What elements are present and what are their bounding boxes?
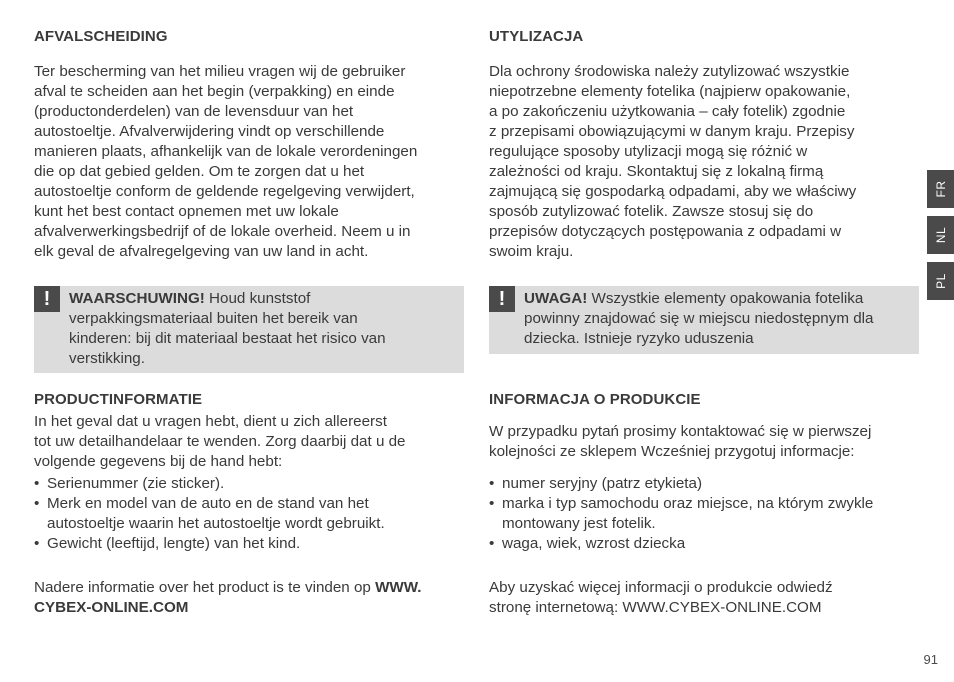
list-item: • marka i typ samochodu oraz miejsce, na którym zwykle montowany jest fotelik. (489, 494, 921, 534)
bullet-list (489, 474, 921, 554)
website-link[interactable]: WWW. (375, 579, 422, 596)
lang-tab-nl[interactable] (927, 216, 954, 254)
footer-text: Nadere informatie over het product is te vinden op (34, 579, 376, 596)
section-heading-informacja: INFORMACJA O PRODUKCIE (489, 391, 701, 408)
list-item: • Serienummer (zie sticker). (34, 474, 466, 494)
section-heading-utylizacja: UTYLIZACJA (489, 28, 584, 45)
warning-body: Houd kunststof verpakkingsmateriaal buiten het bereik van kinderen: bij dit materiaal bestaat het risico van verstikking. (69, 290, 386, 367)
productinformatie-paragraph: In het geval dat u vragen hebt, dient u zich allereerst tot uw detailhandelaar te wenden. Zorg daarbij dat u de volgende gegevens bij de hand hebt: (34, 413, 406, 470)
lang-tab-fr[interactable] (927, 170, 954, 208)
website-link-continued[interactable]: CYBEX-ONLINE.COM (34, 599, 189, 616)
warning-icon: ! (34, 286, 60, 312)
footer-info (34, 578, 421, 618)
warning-title: UWAGA! (524, 290, 588, 307)
list-item: • numer seryjny (patrz etykieta) (489, 474, 921, 494)
page-number: 91 (923, 652, 938, 667)
section-heading-productinformatie: PRODUCTINFORMATIE (34, 391, 203, 408)
lang-tab-pl[interactable] (927, 262, 954, 300)
warning-text (524, 289, 874, 349)
lang-tab-label: FR (933, 180, 948, 198)
warning-box (34, 286, 464, 373)
list-item: • waga, wiek, wzrost dziecka (489, 534, 921, 554)
warning-title: WAARSCHUWING! (69, 290, 205, 307)
list-item: • Merk en model van de auto en de stand van het autostoeltje waarin het autostoeltje wordt gebruikt. (34, 494, 466, 534)
warning-text (69, 289, 386, 369)
informacja-paragraph: W przypadku pytań prosimy kontaktować się w pierwszej kolejności ze sklepem Wcześniej przygotuj informacje: (489, 423, 872, 460)
warning-icon: ! (489, 286, 515, 312)
section-heading-afvalscheiding: AFVALSCHEIDING (34, 28, 168, 45)
afvalscheiding-paragraph: Ter bescherming van het milieu vragen wij de gebruiker afval te scheiden aan het begin (verpakking) en einde (productonderdelen) van de levensduur van het autostoeltje. Afvalverwijdering vindt op verschillende manieren plaats, afhankelijk van de lokale verordeningen die op dat gebied gelden. Om te zorgen dat u het autostoeltje conform de geldende regelgeving verwijdert, kunt het best contact opnemen met uw lokale afvalverwerkingsbedrijf of de lokale overheid. Neem u in elk geval de afvalregelgeving van uw land in acht. (34, 63, 418, 260)
list-item: • Gewicht (leeftijd, lengte) van het kind. (34, 534, 466, 554)
warning-box (489, 286, 919, 354)
bullet-list (34, 474, 466, 554)
footer-info: Aby uzyskać więcej informacji o produkcie odwiedź stronę internetową: WWW.CYBEX-ONLINE.COM (489, 579, 833, 616)
warning-body: Wszystkie elementy opakowania fotelika powinny znajdować się w miejscu niedostępnym dla dziecka. Istnieje ryzyko uduszenia (524, 290, 874, 347)
lang-tab-label: NL (933, 226, 948, 244)
utylizacja-paragraph: Dla ochrony środowiska należy zutylizować wszystkie niepotrzebne elementy fotelika (najpierw opakowanie, a po zakończeniu użytkowania – cały fotelik) zgodnie z przepisami obowiązującymi w danym kraju. Przepisy regulujące sposoby utylizacji mogą się różnić w zależności od kraju. Skontaktuj się z lokalną firmą zajmującą się gospodarką odpadami, aby we właściwy sposób zutylizować fotelik. Zawsze stosuj się do przepisów dotyczących postępowania z odpadami w swoim kraju. (489, 63, 857, 260)
lang-tab-label: PL (933, 273, 948, 289)
